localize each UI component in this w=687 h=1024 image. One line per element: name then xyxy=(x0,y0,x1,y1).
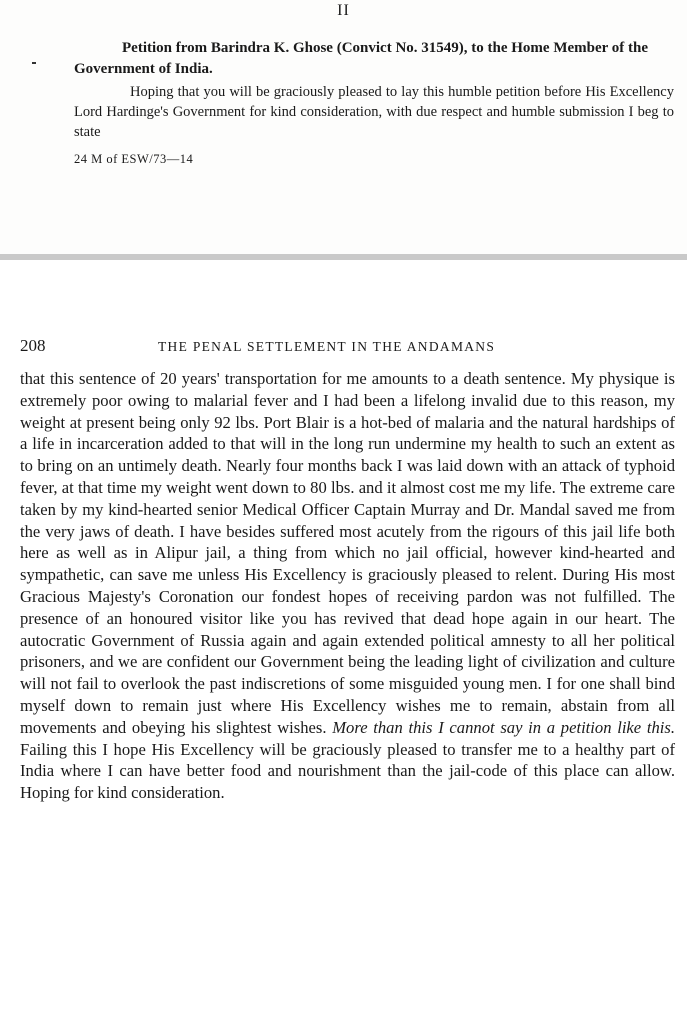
stray-ink-mark xyxy=(32,62,36,64)
upper-page-fragment xyxy=(0,0,687,254)
section-number: II xyxy=(337,2,350,19)
body-text-part-1: that this sentence of 20 years' transportation for me amounts to a death sentence. My physique is extremely poor owing to malarial fever and I had been a lifelong invalid due to this reason, my weight at present being only 92 lbs. Port Blair is a hot-bed of malaria and the natural hardships of a life in incarceration added to that will in the long run undermine my health to such an extent as to bring on an untimely death. Nearly four months back I was laid down with an attack of typhoid fever, at that time my weight went down to 80 lbs. and it almost cost me my life. The extreme care taken by my kind-hearted senior Medical Officer Captain Murray and Dr. Mandal saved me from the very jaws of death. I have besides suffered most acutely from the rigours of this jail life both here as well as in Alipur jail, a thing from which no jail official, however kind-hearted and sympathetic, can save me unless His Excellency is graciously pleased to relent. During His most Gracious Majesty's Coronation our fondest hopes of receiving pardon was not fulfilled. The presence of an honoured visitor like you has revived that dead hope again in our heart. The autocratic Government of Russia again and again extended political amnesty to all her political prisoners, and we are confident our Government being the leading light of civilization and culture will not fail to overlook the past indiscretions of some misguided young men. I for one shall bind myself down to remain just where His Excellency wishes me to remain, abstain from all movements and obeying his slightest wishes. xyxy=(20,369,675,737)
lower-page xyxy=(0,260,687,1024)
page-number: 208 xyxy=(20,336,46,355)
body-text-italic: More than this I cannot say in a petition like this. xyxy=(332,717,675,737)
body-text-part-2: Failing this I hope His Excellency will be graciously pleased to transfer me to a healthy part of India where I can have better food and nourishment than the jail-code of this place can allow. Hoping for kind consideration. xyxy=(20,739,675,803)
running-head: THE PENAL SETTLEMENT IN THE ANDAMANS xyxy=(158,339,496,354)
petition-opening-paragraph: Hoping that you will be graciously pleased to lay this humble petition before His Excellency Lord Hardinge's Government for kind consideration, with due respect and humble submission I beg to state xyxy=(74,84,674,140)
petition-title: Petition from Barindra K. Ghose (Convict No. 31549), to the Home Member of the Government of India. xyxy=(74,40,649,77)
petition-continuation-text xyxy=(20,368,675,804)
printer-footnote: 24 M of ESW/73—14 xyxy=(74,152,194,166)
